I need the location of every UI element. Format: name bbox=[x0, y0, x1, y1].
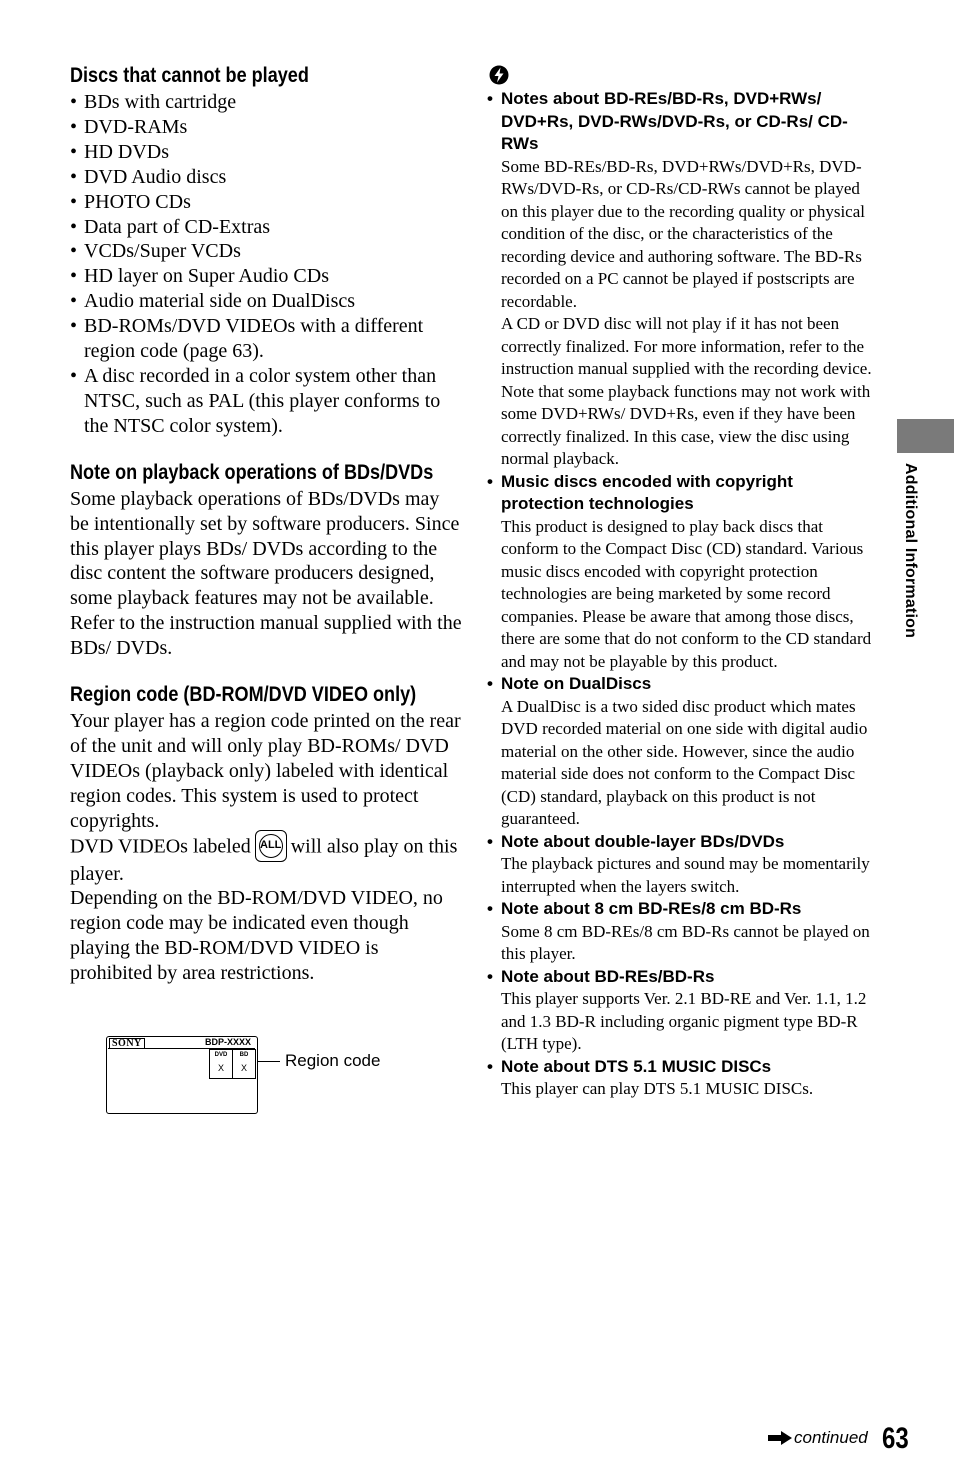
bullet-dot: • bbox=[70, 364, 78, 387]
bullet-dot: • bbox=[70, 91, 78, 113]
list-item bbox=[70, 190, 462, 215]
note-item bbox=[487, 673, 872, 831]
region-box-caption: DVD bbox=[214, 1052, 228, 1058]
list-item-text: A disc recorded in a color system other than NTSC, such as PAL (this player conforms to the NTSC color system). bbox=[84, 364, 441, 437]
region-code-para-2-after: will also play on this player. bbox=[70, 835, 458, 885]
bullet-dot: • bbox=[70, 265, 78, 288]
section-title-discs-cannot-play: Discs that cannot be played bbox=[70, 64, 309, 87]
left-column bbox=[70, 62, 462, 986]
list-item bbox=[70, 90, 462, 115]
note-title: Note about BD-REs/BD-Rs bbox=[501, 966, 715, 986]
note-title: Note about DTS 5.1 MUSIC DISCs bbox=[501, 1056, 772, 1076]
bullet-dot: • bbox=[70, 115, 78, 138]
list-item bbox=[70, 140, 462, 165]
list-item bbox=[70, 215, 462, 240]
list-item-text: Audio material side on DualDiscs bbox=[84, 290, 356, 313]
section-tab bbox=[897, 419, 954, 453]
list-item-text: PHOTO CDs bbox=[84, 190, 191, 213]
note-body: Some BD-REs/BD-Rs, DVD+RWs/DVD+Rs, DVD-RWs/DVD-Rs, or CD-Rs/CD-RWs cannot be played on this player due to the recording quality or physical condition of the disc, or the characteristics of the recording device and authoring software. The BD-Rs recorded on a PC cannot be played if postscripts are recordable. bbox=[501, 156, 865, 311]
region-box-bd bbox=[232, 1049, 256, 1079]
region-code-para-3: Depending on the BD-ROM/DVD VIDEO, no region code may be indicated even though playing the BD-ROM/DVD VIDEO is prohibited by area restrictions. bbox=[70, 887, 443, 985]
model-number: BDP-XXXX bbox=[205, 1037, 252, 1047]
note-item bbox=[487, 966, 872, 1056]
section-title-playback-operations: Note on playback operations of BDs/DVDs bbox=[70, 460, 434, 484]
region-box-dvd bbox=[209, 1049, 233, 1079]
side-label-wrap bbox=[895, 463, 925, 653]
list-item-text: HD layer on Super Audio CDs bbox=[84, 265, 329, 288]
note-title: Note about double-layer BDs/DVDs bbox=[501, 831, 785, 851]
note-title: Notes about BD-REs/BD-Rs, DVD+RWs/ DVD+Rs, DVD-RWs/DVD-Rs, or CD-Rs/ CD-RWs bbox=[501, 89, 848, 153]
list-item bbox=[70, 289, 462, 314]
list-item bbox=[70, 314, 462, 364]
list-item-text: Data part of CD-Extras bbox=[84, 215, 271, 238]
bullet-dot: • bbox=[70, 290, 78, 313]
list-item bbox=[70, 264, 462, 289]
region-code-callout: Region code bbox=[285, 1051, 381, 1070]
region-code-para-1: Your player has a region code printed on the rear of the unit and will only play BD-ROMs/ DVD VIDEOs (playback only) labeled with identical region codes. This system is used to protect copyrights. bbox=[70, 710, 461, 832]
list-item-text: DVD Audio discs bbox=[84, 165, 227, 188]
rear-label-diagram bbox=[106, 1036, 258, 1114]
bullet-dot: • bbox=[70, 215, 78, 238]
bullet-dot: • bbox=[487, 831, 493, 851]
note-body: This player can play DTS 5.1 MUSIC DISCs. bbox=[501, 1079, 814, 1098]
brand-logo: SONY bbox=[109, 1038, 145, 1049]
note-item bbox=[487, 1056, 872, 1101]
callout-leader-line bbox=[258, 1061, 280, 1062]
bullet-dot: • bbox=[70, 315, 78, 338]
bullet-dot: • bbox=[70, 240, 78, 263]
all-region-icon bbox=[255, 830, 287, 862]
list-item-text: BD-ROMs/DVD VIDEOs with a different region code (page 63). bbox=[84, 315, 424, 363]
note-body: This product is designed to play back discs that conform to the Compact Disc (CD) standard. Various music discs encoded with copyright protection technologies are being marketed by some record companies. Please be aware that among those discs, there are some that do not conform to the CD standard and may not be playable by this product. bbox=[501, 516, 872, 671]
note-body: A DualDisc is a two sided disc product which mates DVD recorded material on one side with digital audio material on the other side. However, since the audio material side does not conform to the Compact Disc (CD) standard, playback on this product is not guaranteed. bbox=[501, 696, 868, 828]
all-region-icon-text: ALL bbox=[260, 838, 282, 851]
list-item-text: HD DVDs bbox=[84, 140, 169, 163]
bullet-dot: • bbox=[487, 966, 493, 986]
bullet-dot: • bbox=[70, 190, 78, 213]
list-item bbox=[70, 115, 462, 140]
list-item-text: VCDs/Super VCDs bbox=[84, 240, 241, 263]
list-item-text: DVD-RAMs bbox=[84, 115, 188, 138]
region-code-para-2-before: DVD VIDEOs labeled bbox=[70, 835, 251, 858]
arrow-right-icon bbox=[768, 1431, 792, 1445]
note-body: A CD or DVD disc will not play if it has not been correctly finalized. For more information, refer to the instruction manual supplied with the recording device. Note that some playback functions may not work with some DVD+RWs/ DVD+Rs, even if they have been correctly finalized. In this case, view the disc using normal playback. bbox=[501, 314, 872, 468]
side-section-label: Additional Information bbox=[902, 463, 919, 639]
note-item bbox=[487, 831, 872, 899]
note-item bbox=[487, 898, 872, 966]
region-box-caption: BD bbox=[239, 1052, 249, 1058]
bullet-dot: • bbox=[487, 89, 493, 108]
playback-operations-body: Some playback operations of BDs/DVDs may be intentionally set by software producers. Since this player plays BDs/ DVDs according to the disc content the software producers designed, some playback features may not be available. Refer to the instruction manual supplied with the BDs/ DVDs. bbox=[70, 487, 462, 660]
note-title: Note on DualDiscs bbox=[501, 674, 652, 693]
page-number: 63 bbox=[882, 1422, 909, 1455]
region-code-para-2 bbox=[70, 834, 462, 887]
notes-list bbox=[487, 88, 872, 1101]
note-body: Some 8 cm BD-REs/8 cm BD-Rs cannot be played on this player. bbox=[501, 921, 870, 963]
note-body: The playback pictures and sound may be momentarily interrupted when the layers switch. bbox=[501, 854, 870, 896]
region-box-value: X bbox=[240, 1063, 247, 1073]
note-item bbox=[487, 471, 872, 674]
bullet-dot: • bbox=[487, 899, 493, 918]
list-item bbox=[70, 165, 462, 190]
note-item bbox=[487, 88, 872, 471]
note-title: Music discs encoded with copyright protection technologies bbox=[501, 471, 793, 513]
continued-text: continued bbox=[794, 1428, 868, 1447]
section-title-region-code: Region code (BD-ROM/DVD VIDEO only) bbox=[70, 683, 417, 707]
bullet-dot: • bbox=[70, 140, 78, 163]
list-item-text: BDs with cartridge bbox=[84, 91, 237, 113]
bullet-dot: • bbox=[487, 1056, 493, 1076]
region-box-value: X bbox=[217, 1063, 224, 1073]
bullet-dot: • bbox=[70, 165, 78, 188]
note-title: Note about 8 cm BD-REs/8 cm BD-Rs bbox=[501, 899, 802, 918]
continued-indicator bbox=[768, 1428, 868, 1448]
list-item bbox=[70, 364, 462, 439]
list-item bbox=[70, 239, 462, 264]
bullet-dot: • bbox=[487, 674, 493, 693]
right-column bbox=[487, 64, 872, 1101]
unplayable-discs-list bbox=[70, 90, 462, 439]
bullet-dot: • bbox=[487, 471, 493, 491]
hint-icon bbox=[488, 64, 510, 86]
note-body: This player supports Ver. 2.1 BD-RE and Ver. 1.1, 1.2 and 1.3 BD-R including organic pigment type BD-R (LTH type). bbox=[501, 989, 867, 1053]
